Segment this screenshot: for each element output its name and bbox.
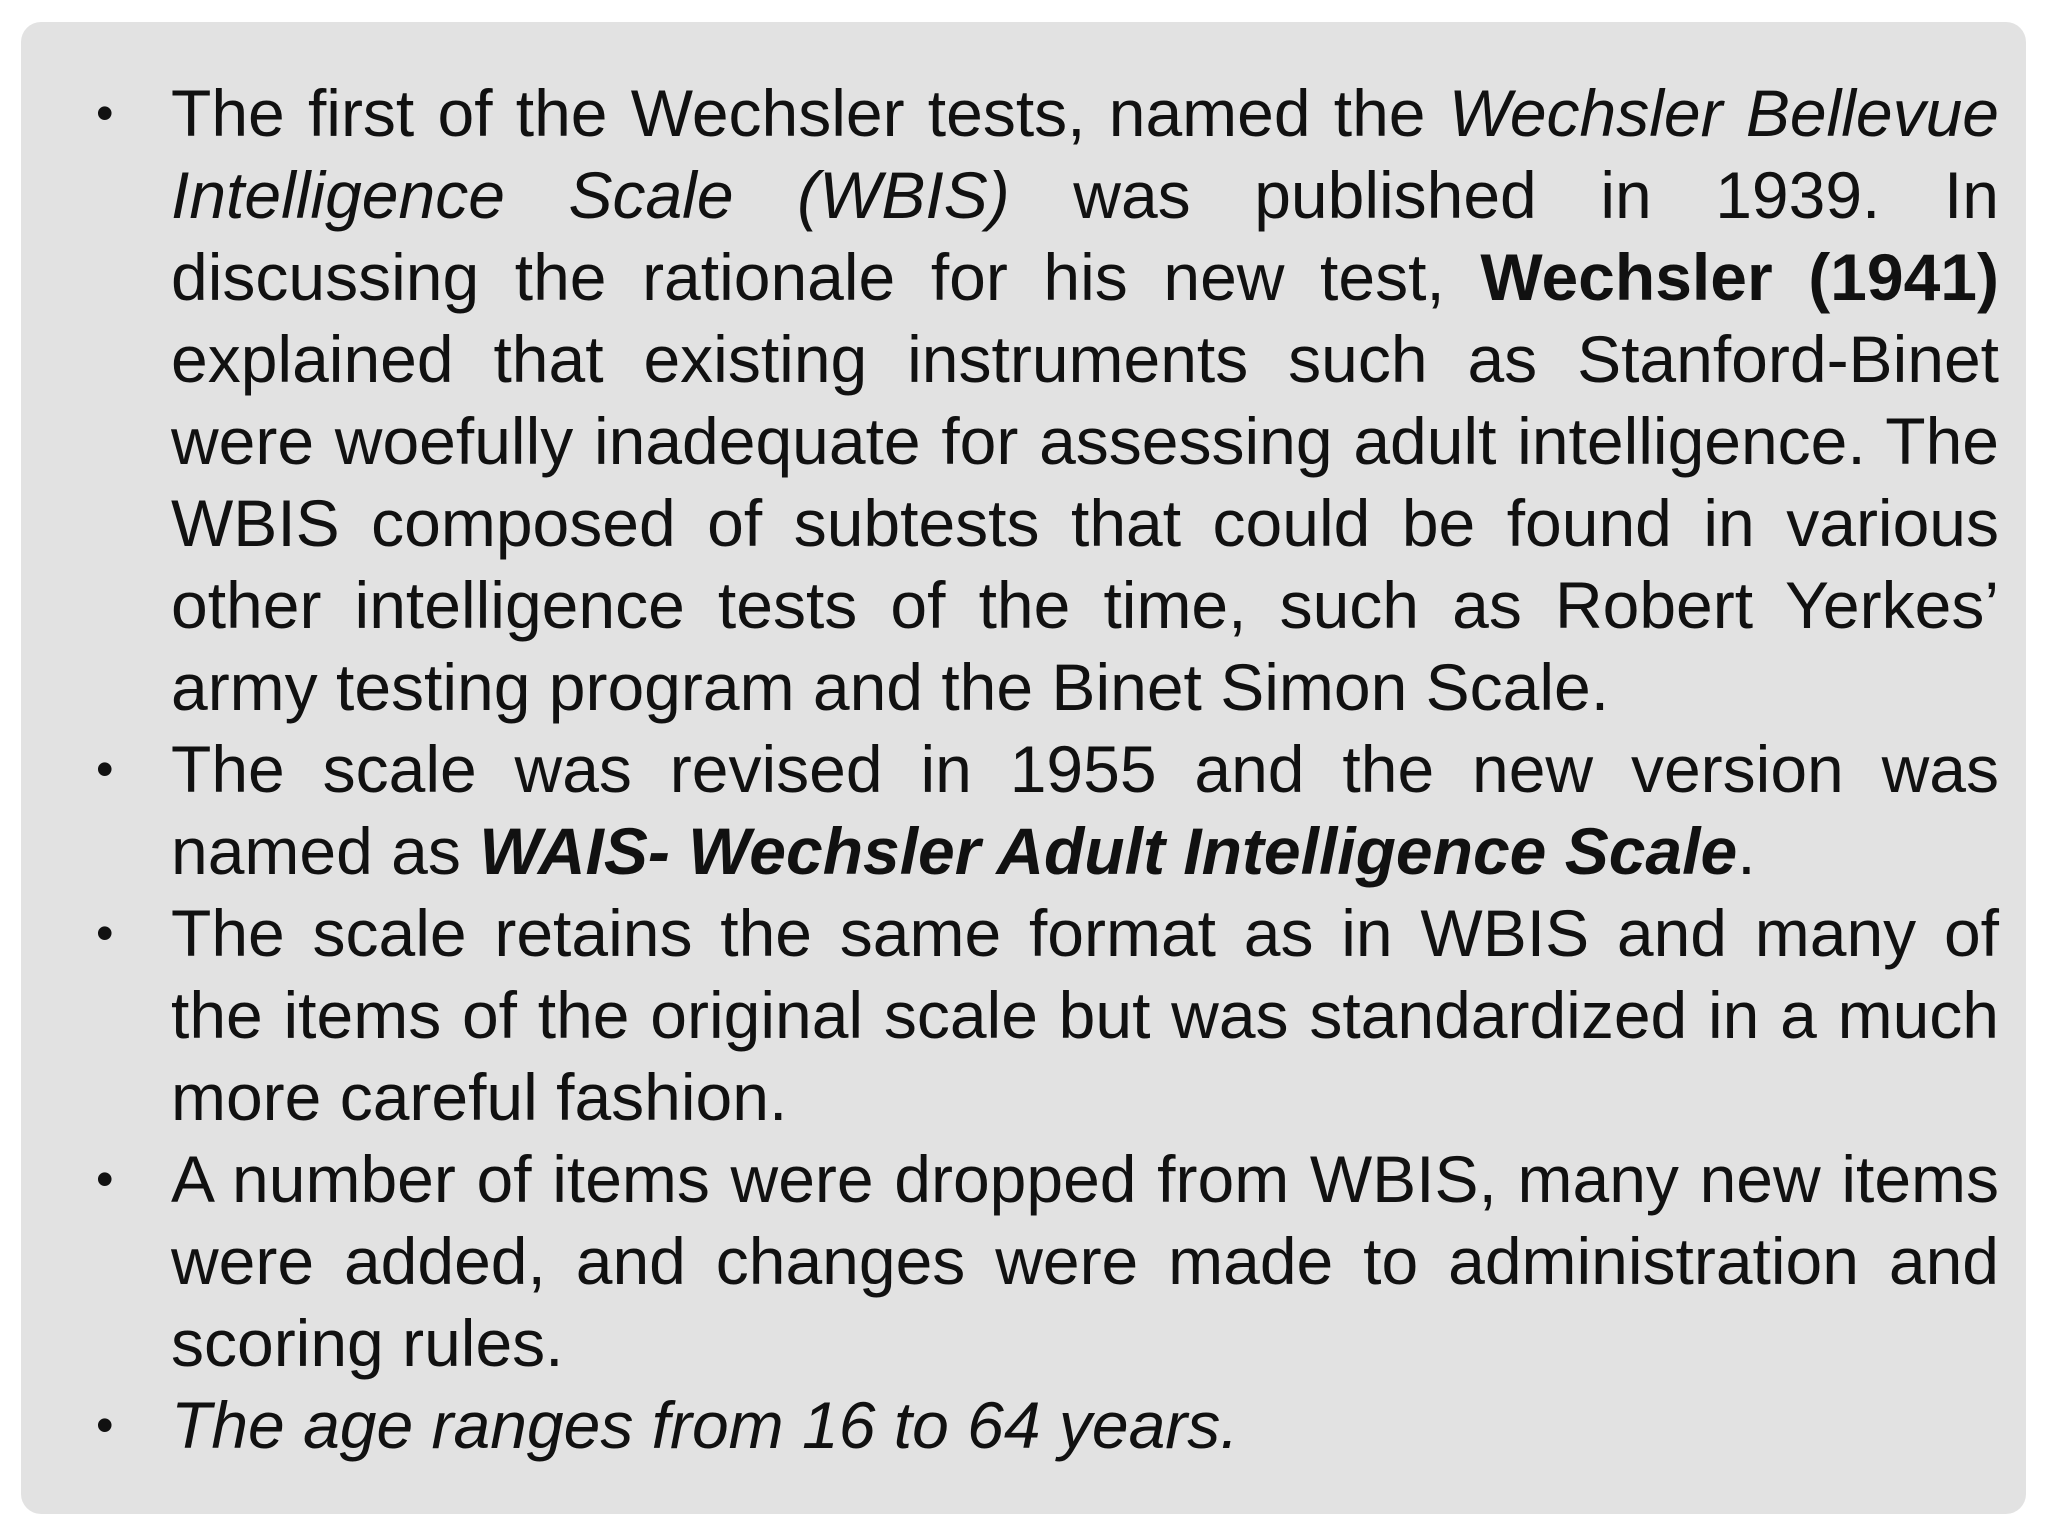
bullet-item-age-range — [96, 1384, 1999, 1466]
bullet-marker-icon: • — [96, 1151, 114, 1207]
age-range-text: The age ranges from 16 to 64 years. — [171, 1388, 1239, 1462]
slide-content-panel — [21, 22, 2026, 1514]
bullet-marker-icon: • — [96, 741, 114, 797]
wais-full-name: WAIS- Wechsler Adult Intelligence Scale — [479, 814, 1738, 888]
bullet-marker-icon: • — [96, 905, 114, 961]
wbis-full-name: Wechsler Bellevue Intelligence Scale (WBIS) — [171, 76, 1999, 232]
bullet-text: The scale was revised in 1955 and the new version was named as — [171, 732, 1999, 888]
bullet-marker-icon: • — [96, 1397, 114, 1453]
bullet-text: . — [1737, 814, 1756, 888]
bullet-text: The first of the Wechsler tests, named the — [171, 76, 1449, 150]
wechsler-citation: Wechsler (1941) — [1480, 240, 1999, 314]
bullet-list — [96, 72, 1999, 1466]
bullet-text: was published in 1939. In discussing the rationale for his new test, — [171, 158, 1999, 314]
bullet-text: explained that existing instruments such as Stanford-Binet were woefully inadequate for assessing adult intelligence. The WBIS composed of subtests that could be found in various other intelligence tests of the time, such as Robert Yerkes’ army testing program and the Binet Simon Scale. — [171, 322, 1999, 724]
bullet-item-wais-revision — [96, 728, 1999, 892]
bullet-item-wbis-history — [96, 72, 1999, 728]
bullet-item-items-changes — [96, 1138, 1999, 1384]
bullet-marker-icon: • — [96, 85, 114, 141]
bullet-item-format-retained — [96, 892, 1999, 1138]
bullet-text: The scale retains the same format as in WBIS and many of the items of the original scale but was standardized in a much more careful fashion. — [171, 896, 1999, 1134]
bullet-text: A number of items were dropped from WBIS, many new items were added, and changes were made to administration and scoring rules. — [171, 1142, 1999, 1380]
